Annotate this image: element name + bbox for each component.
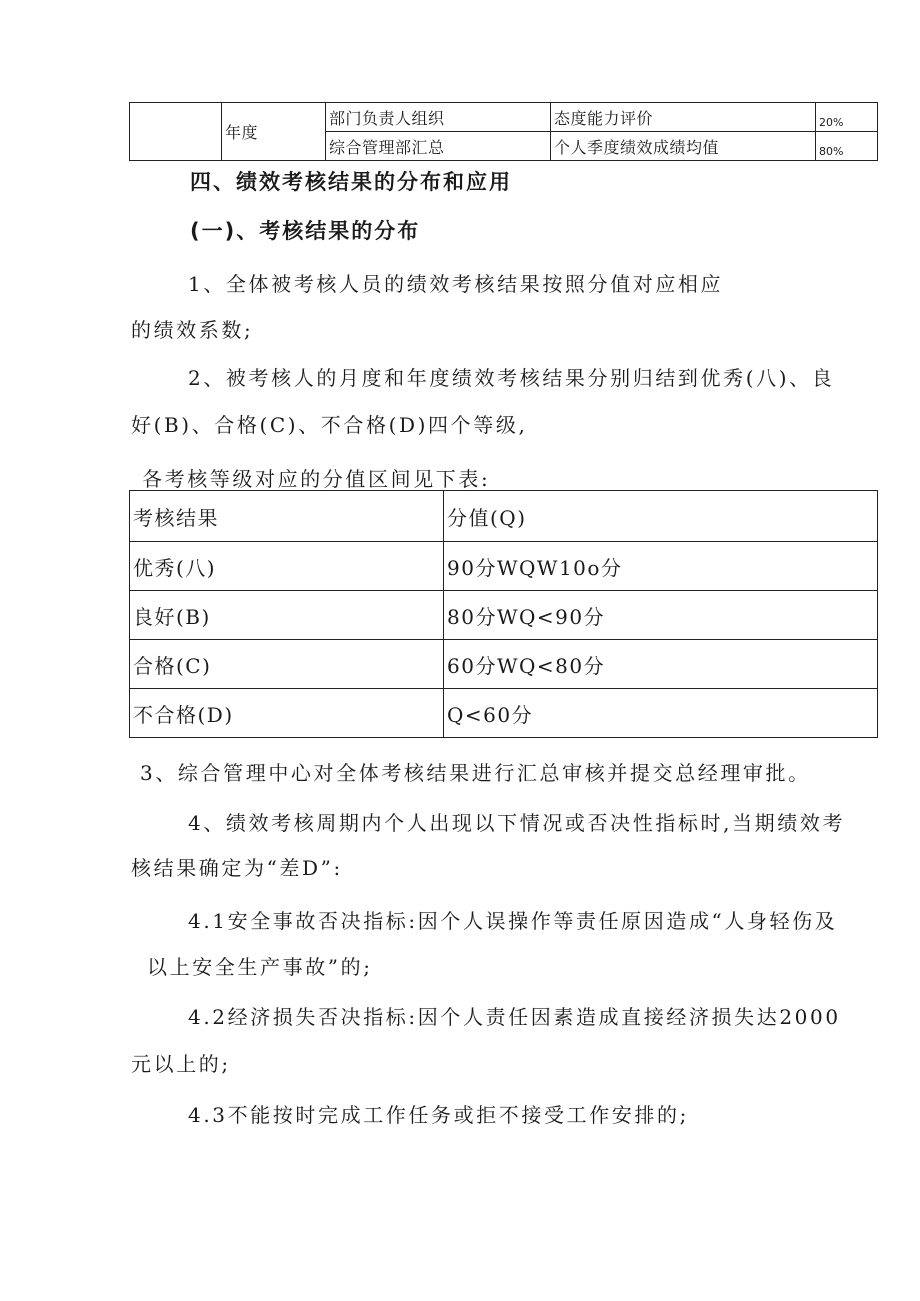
grade-cell: 合格(C) (130, 640, 444, 689)
table-cell-org: 部门负责人组织 (326, 103, 551, 132)
table-row (130, 103, 878, 132)
paragraph-1-line-1: 1、全体被考核人员的绩效考核结果按照分值对应相应 (188, 272, 724, 296)
table-cell-item: 态度能力评价 (551, 103, 816, 132)
table-cell-empty (130, 103, 222, 161)
paragraph-1-line-2: 的绩效系数; (131, 318, 254, 342)
paragraph-4-1-line-2: 以上安全生产事故”的; (147, 955, 373, 979)
paragraph-4-1-line-1: 4.1安全事故否决指标:因个人误操作等责任原因造成“人身轻伤及 (188, 909, 838, 933)
score-cell: 80分WQ<90分 (444, 591, 878, 640)
paragraph-4-3: 4.3不能按时完成工作任务或拒不接受工作安排的; (188, 1103, 689, 1127)
table-cell-org: 综合管理部汇总 (326, 132, 551, 161)
grade-cell: 优秀(八) (130, 542, 444, 591)
table-row (130, 542, 878, 591)
table-header-cell: 分值(Q) (444, 491, 878, 542)
table-intro: 各考核等级对应的分值区间见下表: (142, 467, 491, 491)
section-heading: 四、绩效考核结果的分布和应用 (190, 170, 512, 194)
paragraph-2-line-1: 2、被考核人的月度和年度绩效考核结果分别归结到优秀(八)、良 (188, 366, 835, 390)
weight-table-fragment (129, 102, 878, 161)
paragraph-3: 3、综合管理中心对全体考核结果进行汇总审核并提交总经理审批。 (140, 761, 811, 785)
paragraph-4-line-2: 核结果确定为“差D”: (131, 856, 343, 880)
table-header-cell: 考核结果 (130, 491, 444, 542)
table-row (130, 591, 878, 640)
paragraph-4-line-1: 4、绩效考核周期内个人出现以下情况或否决性指标时,当期绩效考 (188, 811, 846, 835)
grade-cell: 不合格(D) (130, 689, 444, 738)
table-row (130, 640, 878, 689)
section-subheading: (一)、考核结果的分布 (190, 219, 421, 243)
grade-table (129, 490, 878, 738)
paragraph-4-2-line-1: 4.2经济损失否决指标:因个人责任因素造成直接经济损失达2000 (188, 1005, 841, 1029)
table-cell-weight: 20% (816, 103, 878, 132)
table-row (130, 689, 878, 738)
table-cell-weight: 80% (816, 132, 878, 161)
table-header-row (130, 491, 878, 542)
table-cell-item: 个人季度绩效成绩均值 (551, 132, 816, 161)
table-cell-period: 年度 (222, 103, 326, 161)
grade-cell: 良好(B) (130, 591, 444, 640)
score-cell: Q<60分 (444, 689, 878, 738)
score-cell: 90分WQW10o分 (444, 542, 878, 591)
score-cell: 60分WQ<80分 (444, 640, 878, 689)
paragraph-2-line-2: 好(B)、合格(C)、不合格(D)四个等级, (131, 413, 528, 437)
paragraph-4-2-line-2: 元以上的; (131, 1052, 231, 1076)
